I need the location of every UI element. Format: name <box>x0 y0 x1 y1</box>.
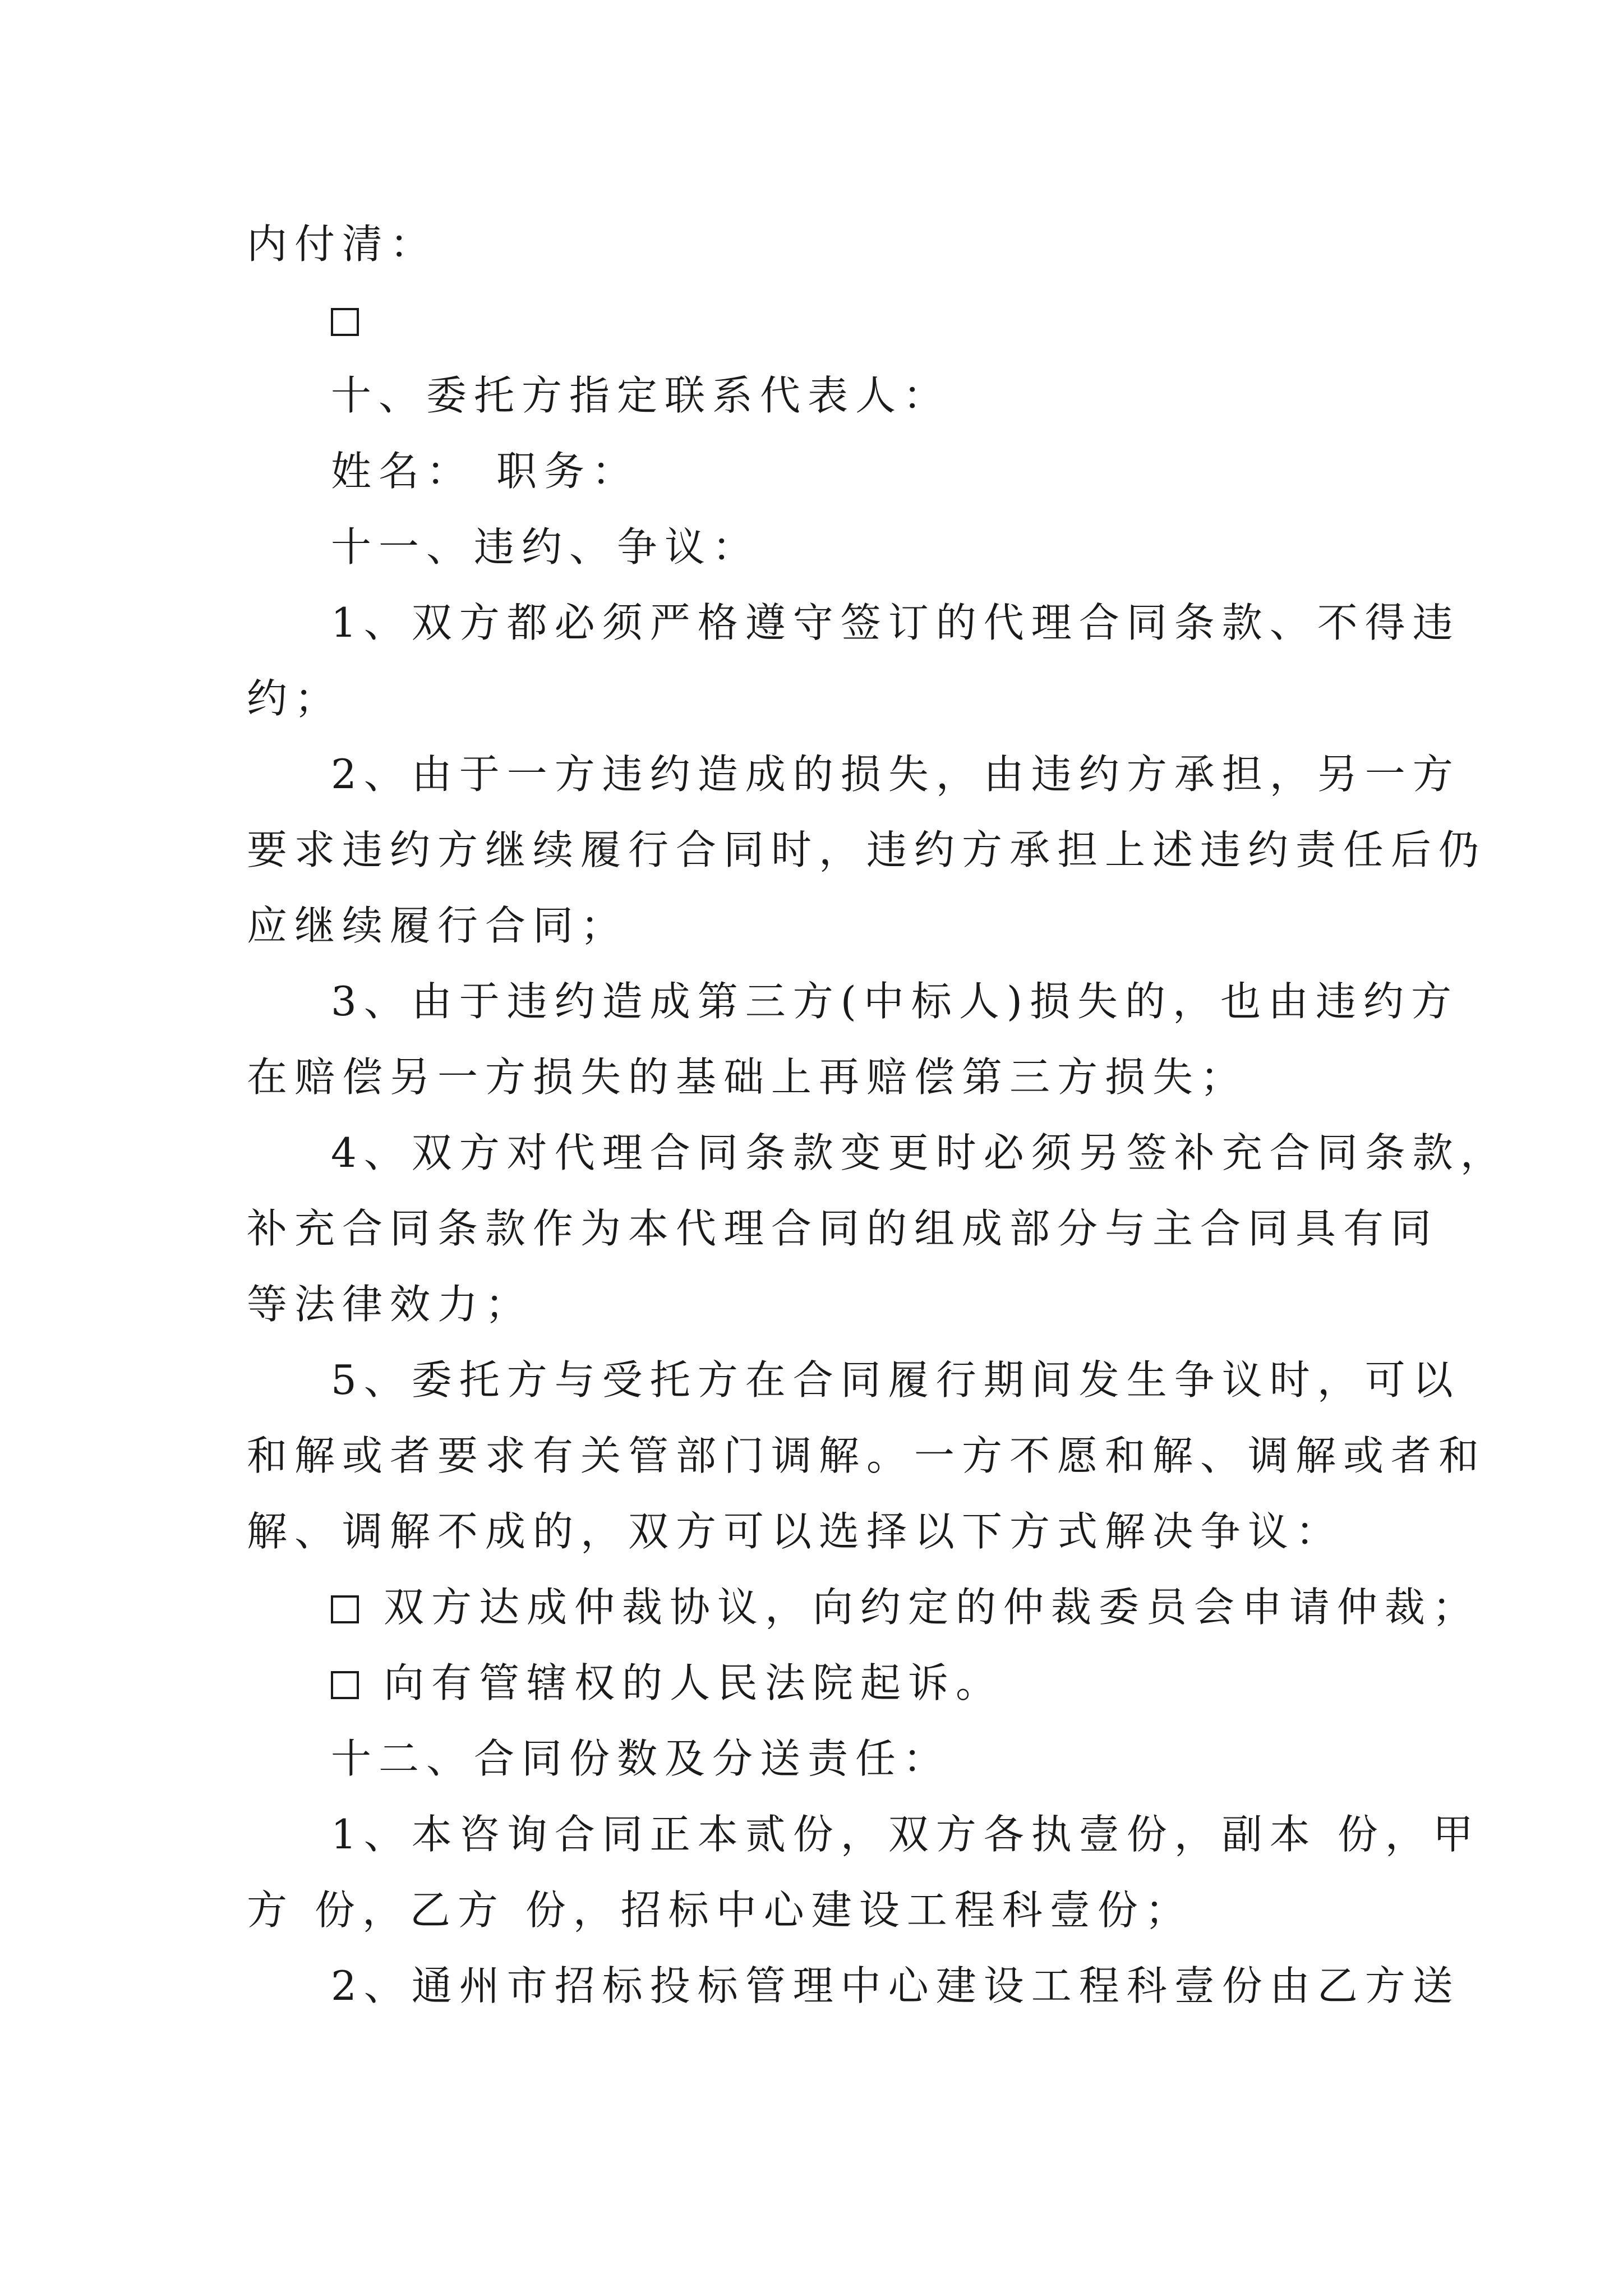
text-line: 等法律效力； <box>247 1281 533 1328</box>
contact-fields-line <box>331 443 1469 499</box>
option-arbitration <box>331 1579 1481 1635</box>
option-label: 向有管辖权的人民法院起诉。 <box>384 1659 1004 1706</box>
text-line: 1、双方都必须严格遵守签订的代理合同条款、不得违 <box>331 599 1460 646</box>
text-line: 应继续履行合同； <box>247 902 629 949</box>
text-line: 补充合同条款作为本代理合同的组成部分与主合同具有同 <box>247 1205 1439 1252</box>
text-line: 3、由于违约造成第三方(中标人)损失的，也由违约方 <box>331 978 1459 1025</box>
empty-checkbox-icon[interactable] <box>331 1595 359 1623</box>
option-label: 双方达成仲裁协议，向约定的仲裁委员会申请仲裁； <box>384 1584 1481 1631</box>
text-line: 方 份，乙方 份，招标中心建设工程科壹份； <box>247 1887 1193 1934</box>
section-heading: 十二、合同份数及分送责任： <box>331 1735 951 1782</box>
text-line: 要求违约方继续履行合同时，违约方承担上述违约责任后仍 <box>247 826 1487 873</box>
checkbox-line <box>331 292 1469 348</box>
empty-checkbox-icon[interactable] <box>331 1671 359 1699</box>
text-line: 约； <box>247 675 343 722</box>
text-line: 4、双方对代理合同条款变更时必须另签补充合同条款， <box>331 1129 1508 1176</box>
text-line: 2、由于一方违约造成的损失，由违约方承担，另一方 <box>331 751 1460 798</box>
text-line: 和解或者要求有关管部门调解。一方不愿和解、调解或者和 <box>247 1432 1487 1479</box>
text-line: 解、调解不成的，双方可以选择以下方式解决争议： <box>247 1508 1344 1555</box>
title-label: 职务： <box>496 448 640 495</box>
text-line: 内付清： <box>247 220 438 268</box>
text-line: 2、通州市招标投标管理中心建设工程科壹份由乙方送 <box>331 1962 1460 2009</box>
section-heading: 十、委托方指定联系代表人： <box>331 372 951 419</box>
text-line: 在赔偿另一方损失的基础上再赔偿第三方损失； <box>247 1053 1248 1101</box>
text-line: 5、委托方与受托方在合同履行期间发生争议时，可以 <box>331 1356 1460 1404</box>
name-label: 姓名： <box>331 448 474 495</box>
text-line: 1、本咨询合同正本贰份，双方各执壹份，副本 份，甲 <box>331 1811 1481 1858</box>
section-heading: 十一、违约、争议： <box>331 523 760 570</box>
empty-checkbox-icon[interactable] <box>331 308 359 336</box>
option-lawsuit <box>331 1655 1469 1711</box>
